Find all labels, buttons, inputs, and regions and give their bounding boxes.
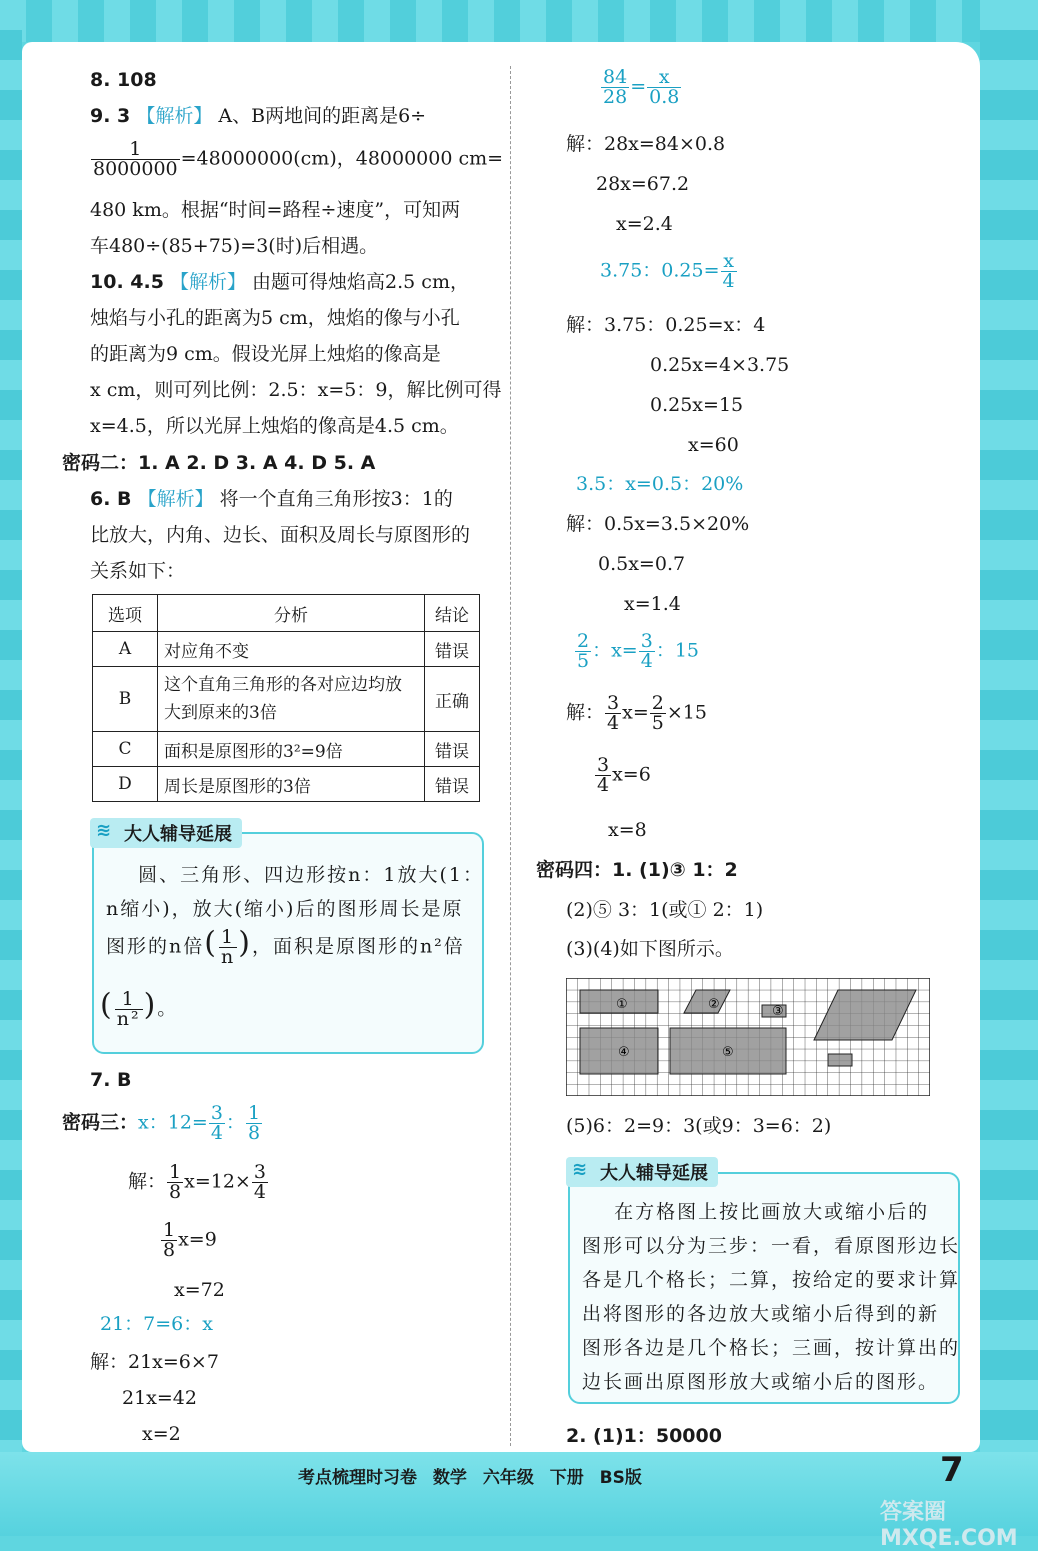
r-p2-step4: x=60 — [688, 434, 739, 456]
answer-10-line4: x cm，则可列比例：2.5：x=5：9，解比例可得 — [90, 379, 502, 401]
tip2-line3: 各是几个格长；二算，按给定的要求计算 — [582, 1269, 961, 1291]
code-4-line3: (3)(4)如下图所示。 — [566, 938, 734, 960]
table-cell: 面积是原图形的3²=9倍 — [158, 732, 425, 767]
code-3-p2-step1: 解：21x=6×7 — [90, 1351, 219, 1373]
code-4-line2: (2)⑤ 3：1(或① 2：1) — [566, 899, 764, 921]
answer-8: 8. 108 — [90, 69, 157, 91]
grid-label-1: ① — [616, 997, 628, 1012]
table-row — [93, 667, 480, 732]
table-cell: 错误 — [425, 632, 480, 667]
wave-icon: ≋ — [572, 1159, 588, 1180]
tip2-line4: 出将图形的各边放大或缩小后得到的新 — [582, 1303, 940, 1325]
r-p2-step3: 0.25x=15 — [650, 394, 744, 416]
table-cell: 周长是原图形的3倍 — [158, 767, 425, 802]
table-cell: C — [93, 732, 158, 767]
tip-line1: 圆、三角形、四边形按n：1放大(1： — [138, 864, 484, 886]
grid-label-2: ② — [708, 997, 720, 1012]
r-problem3: 3.5：x=0.5：20% — [576, 473, 744, 495]
analysis-tag: 【解析】 — [137, 488, 214, 510]
grid-label-5: ⑤ — [722, 1045, 734, 1060]
answer-6-number: 6. B — [90, 488, 132, 510]
answer-9-text2: =48000000(cm)，48000000 cm= — [180, 147, 504, 170]
tip-line3: 图形的n倍( $\frac{1}{n}$ )，面积是原图形的n²倍 — [106, 925, 465, 968]
table-cell: A — [93, 632, 158, 667]
table-row — [93, 732, 480, 767]
r-p1-step2: 28x=67.2 — [596, 173, 690, 195]
r-p1-step1: 解：28x=84×0.8 — [566, 133, 726, 155]
tip-box-title: ≋ 大人辅导延展 — [90, 818, 242, 848]
table-cell: B — [93, 667, 158, 732]
r-problem2: 3.75：0.25= $\frac{x}{4}$ — [600, 250, 735, 292]
grid-label-4: ④ — [618, 1045, 630, 1060]
r-p2-step2: 0.25x=4×3.75 — [650, 354, 790, 376]
tip-box-title: ≋ 大人辅导延展 — [566, 1157, 718, 1187]
r-p4-step2: $\frac{3}{4}$ x=6 — [597, 754, 651, 796]
r-p4-step3: x=8 — [608, 819, 647, 841]
shape-small-rect — [828, 1054, 852, 1066]
r-p3-step1: 解：0.5x=3.5×20% — [566, 513, 750, 535]
r-p4-step1: 解： $\frac{3}{4}$ x= $\frac{2}{5}$ ×15 — [566, 692, 707, 734]
code-3-step1: 解： $\frac{1}{8}$ x=12× $\frac{3}{4}$ — [128, 1161, 266, 1203]
answer-2: 2. (1)1：50000 — [566, 1425, 722, 1447]
fraction: $\frac{1}{8000000}$ — [93, 138, 178, 180]
tip2-line5: 图形各边是几个格长；三画，按计算出的 — [582, 1337, 961, 1359]
wave-icon: ≋ — [96, 820, 112, 841]
answer-10-line2: 烛焰与小孔的距离为5 cm，烛焰的像与小孔 — [90, 307, 460, 329]
answer-6-line3: 关系如下： — [90, 560, 186, 582]
table-cell: 错误 — [425, 732, 480, 767]
tip2-line6: 边长画出原图形放大或缩小后的图形。 — [582, 1371, 940, 1393]
analysis-tag: 【解析】 — [169, 271, 246, 293]
table-cell: 错误 — [425, 767, 480, 802]
answer-10-text1: 由题可得烛焰高2.5 cm， — [252, 271, 469, 293]
answer-10-line3: 的距离为9 cm。假设光屏上烛焰的像高是 — [90, 343, 441, 365]
table-row — [93, 767, 480, 802]
code-3-step3: x=72 — [174, 1279, 225, 1301]
tip-line2: n缩小)，放大(缩小)后的图形周长是原 — [106, 898, 464, 920]
code-3-p2-step3: x=2 — [142, 1423, 181, 1445]
code-3-step2: $\frac{1}{8}$ x=9 — [163, 1219, 217, 1261]
table-header: 结论 — [425, 595, 480, 632]
grid-label-3: ③ — [772, 1004, 784, 1019]
code-4-line1: 密码四：1. (1)③ 1：2 — [536, 859, 738, 881]
decorative-frame-top — [0, 0, 1038, 42]
watermark: 答案圈 MXQE.COM — [880, 1500, 1018, 1551]
table-row — [93, 632, 480, 667]
decorative-frame-right — [980, 0, 1038, 1536]
answer-9-line2 — [90, 140, 503, 179]
answer-9-line1 — [90, 104, 426, 128]
answer-9-number: 9. 3 — [90, 105, 131, 127]
r-p1-step3: x=2.4 — [616, 213, 673, 235]
column-divider — [510, 66, 511, 1446]
grid-figure — [566, 978, 930, 1096]
tip2-line2: 图形可以分为三步：一看，看原图形边长 — [582, 1235, 961, 1257]
decorative-frame-left — [0, 0, 22, 1536]
answer-6-line1 — [90, 487, 453, 511]
answer-9-line3: 480 km。根据“时间=路程÷速度”，可知两 — [90, 199, 461, 221]
answer-9-text1: A、B两地间的距离是6÷ — [218, 105, 427, 127]
table-header: 选项 — [93, 595, 158, 632]
analysis-table — [92, 594, 480, 802]
table-cell: 这个直角三角形的各对应边均放大到原来的3倍 — [158, 667, 425, 732]
table-cell: D — [93, 767, 158, 802]
footer-book-title: 考点梳理时习卷 数学 六年级 下册 BS版 — [298, 1468, 642, 1488]
answer-9-line4: 车480÷(85+75)=3(时)后相遇。 — [90, 235, 379, 257]
table-cell: 对应角不变 — [158, 632, 425, 667]
answer-7: 7. B — [90, 1069, 132, 1091]
analysis-tag: 【解析】 — [136, 105, 213, 127]
tip2-line1: 在方格图上按比画放大或缩小后的 — [614, 1201, 930, 1223]
table-header: 分析 — [158, 595, 425, 632]
code-3-problem1: 密码三：x：12= $\frac{3}{4}$ ： $\frac{1}{8}$ — [62, 1102, 261, 1144]
r-problem4: $\frac{2}{5}$ ：x= $\frac{3}{4}$ ：15 — [577, 630, 700, 672]
answer-10-number: 10. 4.5 — [90, 271, 164, 293]
r-p2-step1: 解：3.75：0.25=x：4 — [566, 314, 766, 336]
tip-line4: ( $\frac{1}{\text{n²}}$ )。 — [100, 987, 179, 1030]
code-4-line5: (5)6：2=9：3(或9：3=6：2) — [566, 1115, 832, 1137]
code-3-problem2: 21：7=6：x — [100, 1313, 213, 1335]
code-2-answers: 密码二：1. A 2. D 3. A 4. D 5. A — [62, 452, 376, 474]
answer-6-line2: 比放大，内角、边长、面积及周长与原图形的 — [90, 524, 471, 546]
r-problem1: $\frac{84}{28}$ = $\frac{x}{0.8}$ — [603, 66, 680, 108]
table-cell: 正确 — [425, 667, 480, 732]
code-3-p2-step2: 21x=42 — [122, 1387, 197, 1409]
table-header-row — [93, 595, 480, 632]
r-p3-step3: x=1.4 — [624, 593, 681, 615]
answer-10-line1 — [90, 270, 469, 294]
answer-6-text1: 将一个直角三角形按3：1的 — [219, 488, 453, 510]
fraction: $\frac{1}{\text{n²}}$ — [116, 988, 141, 1030]
answer-10-line5: x=4.5，所以光屏上烛焰的像高是4.5 cm。 — [90, 415, 459, 437]
r-p3-step2: 0.5x=0.7 — [598, 553, 686, 575]
fraction: $\frac{1}{n}$ — [220, 926, 236, 968]
page-number: 7 — [940, 1450, 964, 1490]
